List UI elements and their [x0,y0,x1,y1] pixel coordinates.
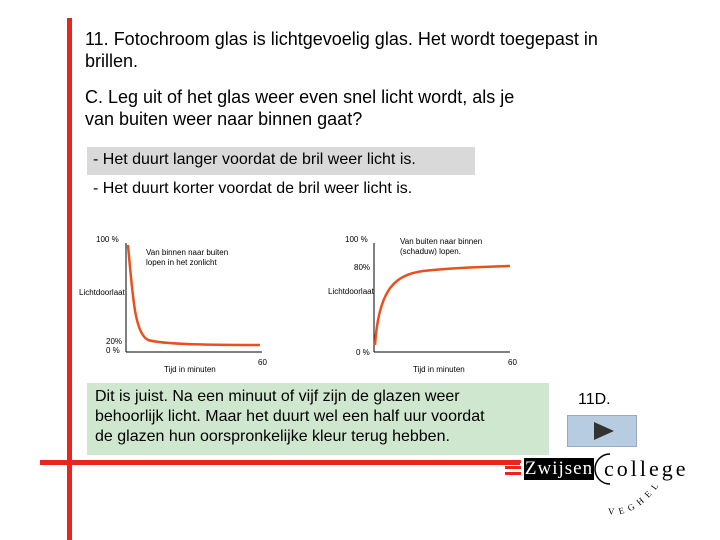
question-title-line-2: brillen. [85,51,139,71]
question-subquestion [85,86,514,130]
left-graph-y-bottom-b: 0 % [106,346,120,355]
right-graph-note-line-1: Van buiten naar binnen [400,237,483,246]
left-graph-note-line-1: Van binnen naar buiten [146,248,229,257]
svg-text:VEGHEL [608,477,663,516]
logo-stripes [503,457,525,479]
next-slide-button[interactable] [567,415,637,447]
left-graph-y-top: 100 % [96,235,119,244]
right-graph-x-label: Tijd in minuten [413,365,465,374]
right-graph-y-label: Lichtdoorlaat [328,287,374,296]
right-graph-note-line-2: (schaduw) lopen. [400,247,461,256]
logo-college: college [604,456,689,481]
left-decay-graph [120,235,270,360]
answer-feedback-box [87,383,549,455]
red-horizontal-rule [40,460,520,465]
left-graph-x-end: 60 [258,358,267,367]
left-graph-x-label: Tijd in minuten [164,365,216,374]
slide-number: 11D. [578,391,611,408]
right-graph-y-bottom: 0 % [356,348,370,357]
question-title-line-1: 11. Fotochroom glas is lichtgevoelig glas. Het wordt toegepast in [85,29,598,49]
right-graph-x-end: 60 [508,358,517,367]
left-graph-y-bottom-a: 20% [106,337,123,346]
subquestion-line-2: van buiten weer naar binnen gaat? [85,109,363,129]
right-recovery-graph [368,235,518,360]
subquestion-line-1: C. Leg uit of het glas weer even snel licht wordt, als je [85,87,515,107]
logo-veghel-arc-text [598,470,668,530]
right-graph-y-mid: 80% [354,263,371,272]
left-graph-y-label: Lichtdoorlaat [79,288,125,297]
answer-line-2: behoorlijk licht. Maar het duurt wel een half uur voordat [95,408,485,425]
question-title [85,28,598,72]
play-icon [568,416,636,446]
option-longer[interactable]: - Het duurt langer voordat de bril weer licht is. [87,147,475,175]
right-graph-y-top: 100 % [345,235,368,244]
answer-line-1: Dit is juist. Na een minuut of vijf zijn de glazen weer [95,388,460,405]
logo-zwijsen: Zwijsen [524,458,594,479]
option-shorter[interactable]: - Het duurt korter voordat de bril weer licht is. [93,180,413,197]
answer-line-3: de glazen hun oorspronkelijke kleur terug hebben. [95,428,450,445]
right-graph-curve [375,266,510,345]
logo-town: VEGHEL [607,477,664,517]
left-graph-note-line-2: lopen in het zonlicht [146,258,217,267]
left-graph-curve [128,245,260,345]
